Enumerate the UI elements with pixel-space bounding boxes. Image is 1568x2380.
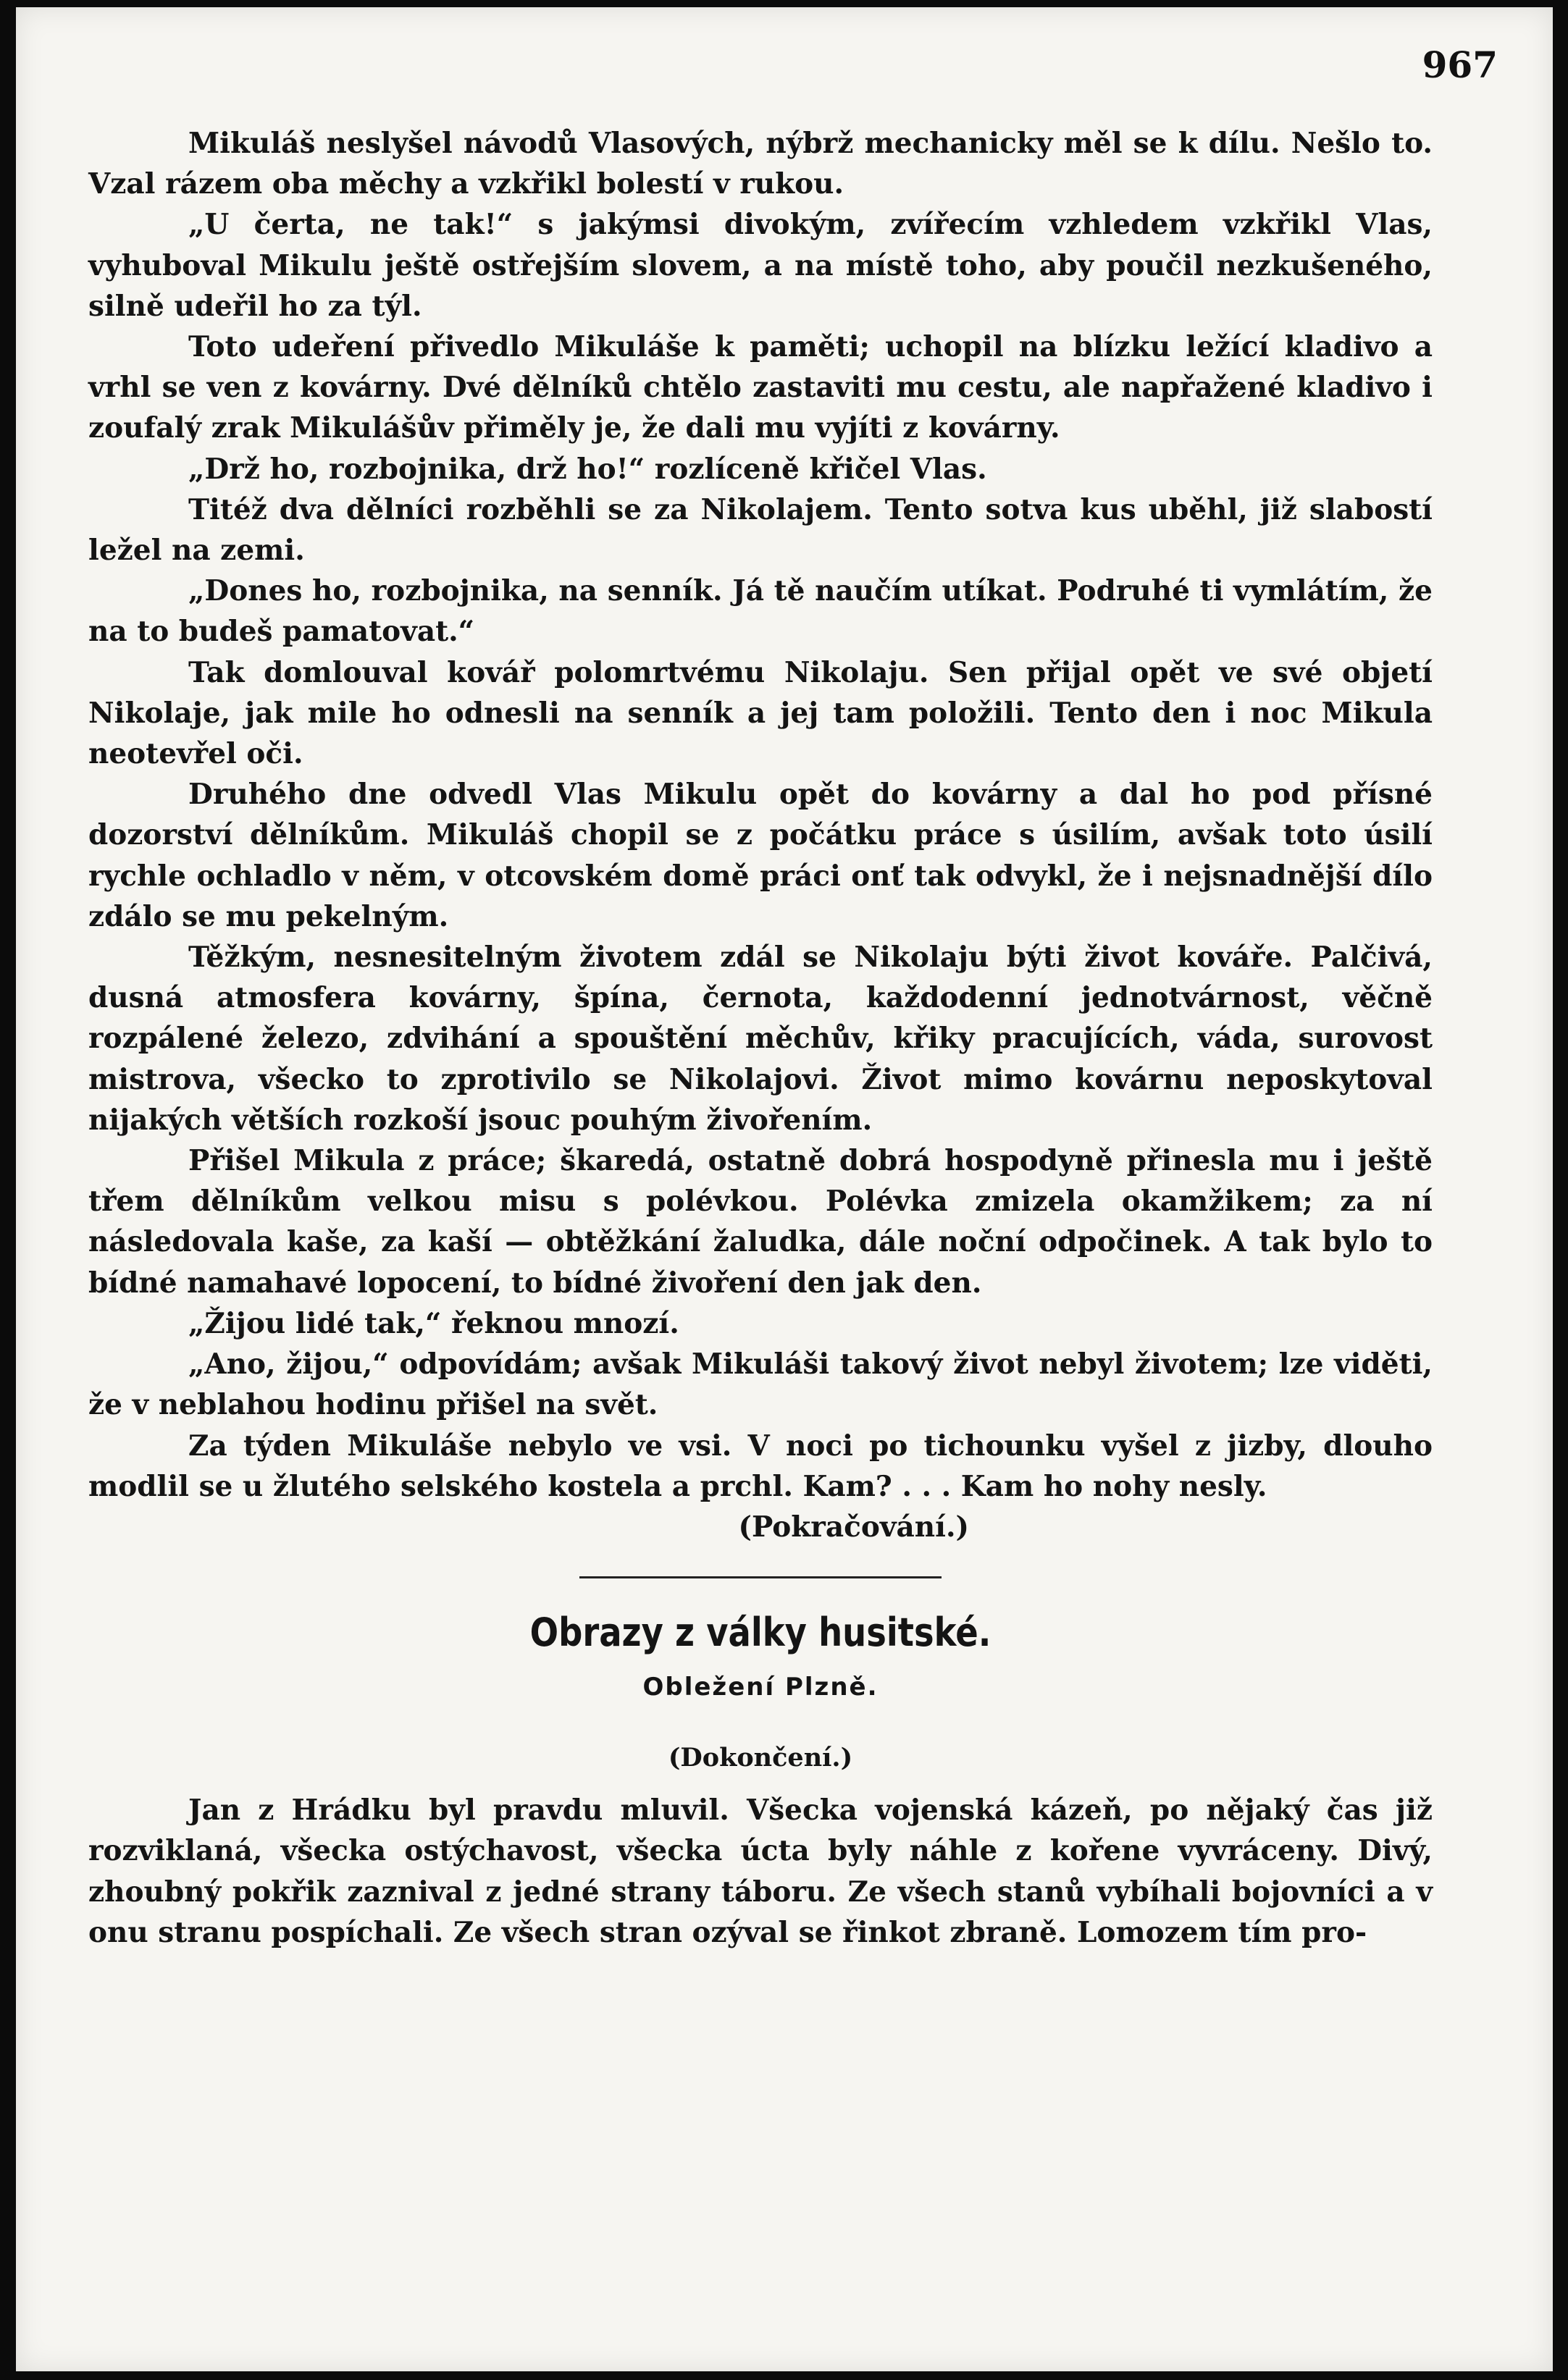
article-subtitle: Obležení Plzně. (642, 1673, 879, 1702)
book-page (16, 7, 1553, 2371)
paragraph: Toto udeření přivedlo Mikuláše k paměti; uchopil na blízku ležící kladivo a vrhl se ven z kovárny. Dvé dělníků chtělo zastaviti mu cestu, ale napřažené kladivo i zoufalý zrak Mikulášův přiměly je, že dali mu vyjíti z kovárny. (88, 330, 1433, 445)
paragraph: Titéž dva dělníci rozběhli se za Nikolajem. Tento sotva kus uběhl, již slabostí ležel na zemi. (88, 492, 1433, 568)
concluded-label: (Dokončení.) (668, 1743, 853, 1773)
article-title: Obrazy z války husitské. (529, 1610, 991, 1656)
paragraph: Za týden Mikuláše nebylo ve vsi. V noci po tichounku vyšel z jizby, dlouho modlil se u žlutého selského kostela a prchl. Kam? . . . Kam ho nohy nesly. (88, 1429, 1433, 1503)
paragraph: Tak domlouval kovář polomrtvému Nikolaju. Sen přijal opět ve své objetí Nikolaje, jak mile ho odnesli na senník a jej tam položili. Tento den i noc Mikula neotevřel oči. (88, 655, 1433, 771)
paragraph: „Dones ho, rozbojnika, na senník. Já tě naučím utíkat. Podruhé ti vymlátím, že na to budeš pamatovat.“ (88, 574, 1433, 649)
paragraph: Přišel Mikula z práce; škaredá, ostatně dobrá hospodyně přinesla mu i ještě třem dělníkům velkou misu s polévkou. Polévka zmizela okamžikem; za ní následovala kaše, za kaší — obtěžkání žaludka, dále noční odpočinek. A tak bylo to bídné namahavé lopocení, to bídné živoření den jak den. (88, 1144, 1433, 1300)
paragraph: „Drž ho, rozbojnika, drž ho!“ rozlíceně křičel Vlas. (188, 452, 987, 486)
page-number: 967 (1422, 43, 1498, 86)
paragraph: Mikuláš neslyšel návodů Vlasových, nýbrž mechanicky měl se k dílu. Nešlo to. Vzal rázem oba měchy a vzkřikl bolestí v rukou. (88, 127, 1433, 201)
story-section (88, 123, 1433, 1507)
section-divider (579, 1576, 942, 1578)
paragraph: „Ano, žijou,“ odpovídám; avšak Mikuláši takový život nebyl životem; lze viděti, že v neblahou hodinu přišel na svět. (88, 1347, 1433, 1422)
paragraph: Jan z Hrádku byl pravdu mluvil. Všecka vojenská kázeň, po nějaký čas již rozviklaná, všecka ostýchavost, všecka úcta byly náhle z kořene vyvráceny. Divý, zhoubný pokřik zaznival z jedné strany táboru. Ze všech stanů vybíhali bojovníci a v onu stranu pospíchali. Ze všech stran ozýval se řinkot zbraně. Lomozem tím pro- (88, 1794, 1433, 1949)
paragraph: Druhého dne odvedl Vlas Mikulu opět do kovárny a dal ho pod přísné dozorství dělníkům. Mikuláš chopil se z počátku práce s úsilím, avšak toto úsilí rychle ochladlo v něm, v otcovském domě práci onť tak odvykl, že i nejsnadnější dílo zdálo se mu pekelným. (88, 778, 1433, 933)
continued-label: (Pokračování.) (738, 1510, 969, 1544)
paragraph: „U čerta, ne tak!“ s jakýmsi divokým, zvířecím vzhledem vzkřikl Vlas, vyhuboval Mikulu ještě ostřejším slovem, a na místě toho, aby poučil nezkušeného, silně udeřil ho za týl. (88, 208, 1433, 323)
paragraph: Těžkým, nesnesitelným životem zdál se Nikolaju býti život kováře. Palčivá, dusná atmosfera kovárny, špína, černota, každodenní jednotvárnost, věčně rozpálené železo, zdvihání a spouštění měchův, křiky pracujících, váda, surovost mistrova, všecko to zprotivilo se Nikolajovi. Život mimo kovárnu neposkytoval nijakých větších rozkoší jsouc pouhým živořením. (88, 941, 1433, 1137)
article-section (88, 1790, 1433, 1953)
body-text (88, 123, 1433, 1953)
paragraph: „Žijou lidé tak,“ řeknou mnozí. (188, 1306, 679, 1340)
